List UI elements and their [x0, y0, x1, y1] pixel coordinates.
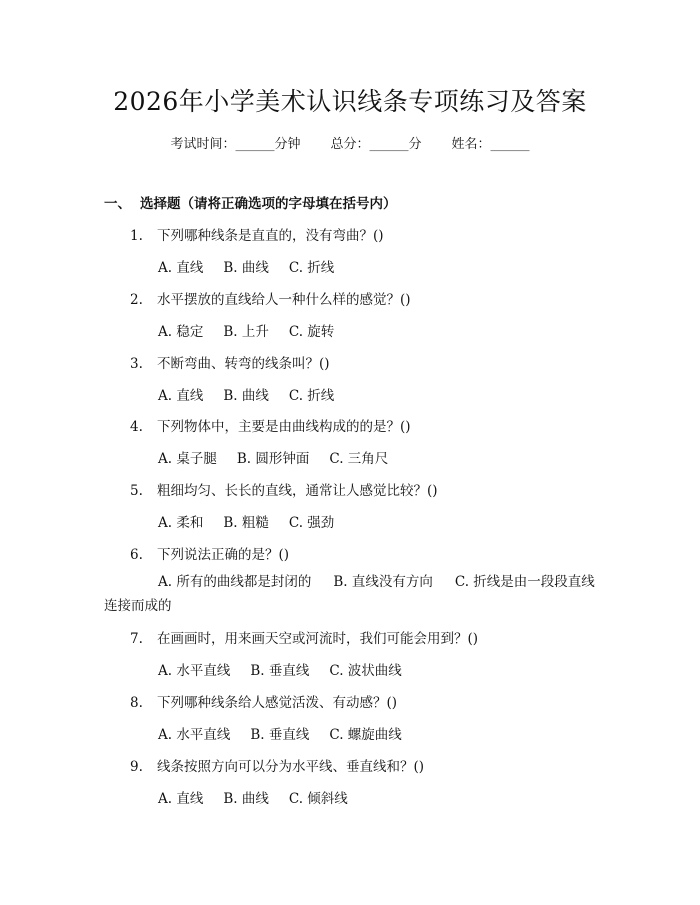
option-b: B. 圆形钟面 — [236, 451, 310, 467]
question-text: 下列哪种线条是直直的，没有弯曲？() — [157, 228, 384, 244]
options-2 — [158, 320, 354, 340]
question-number: 4. — [130, 419, 143, 435]
options-8 — [158, 723, 422, 743]
option-c: C. 波状曲线 — [329, 663, 402, 679]
exam-meta — [0, 133, 700, 152]
section-number: 一、 — [104, 196, 131, 212]
option-c: C. 旋转 — [288, 324, 335, 340]
question-text: 水平摆放的直线给人一种什么样的感觉？() — [157, 292, 411, 308]
question-text: 粗细均匀、长长的直线，通常让人感觉比较？() — [157, 483, 438, 499]
question-text: 下列哪种线条给人感觉活泼、有动感？() — [157, 695, 398, 711]
question-text: 下列说法正确的是？() — [157, 547, 290, 563]
option-a: A. 稳定 — [158, 324, 204, 340]
question-text: 不断弯曲、转弯的线条叫？() — [157, 356, 330, 372]
section-heading — [104, 192, 397, 212]
option-b: B. 曲线 — [223, 260, 269, 276]
question-3 — [130, 352, 330, 372]
options-6 — [104, 570, 604, 618]
score-label: 总分： — [330, 137, 370, 152]
option-a: A. 直线 — [158, 388, 204, 404]
question-number: 2. — [130, 292, 143, 308]
question-8 — [130, 691, 397, 711]
question-number: 8. — [130, 695, 143, 711]
name-label: 姓名： — [451, 137, 491, 152]
option-a: A. 柔和 — [158, 515, 204, 531]
question-9 — [130, 755, 424, 775]
options-7 — [158, 659, 422, 679]
option-c: C. 螺旋曲线 — [329, 727, 402, 743]
question-text: 下列物体中，主要是由曲线构成的的是？() — [157, 419, 411, 435]
option-b: B. 直线没有方向 — [333, 574, 433, 590]
option-b: B. 曲线 — [223, 791, 269, 807]
question-text: 线条按照方向可以分为水平线、垂直线和？() — [157, 759, 425, 775]
option-a: A. 直线 — [158, 791, 204, 807]
name-blank: ______ — [490, 137, 530, 152]
option-c: C. 三角尺 — [329, 451, 389, 467]
page-title: 2026年小学美术认识线条专项练习及答案 — [113, 87, 587, 116]
options-1 — [158, 256, 354, 276]
time-blank: ______ — [235, 137, 275, 152]
option-a: A. 所有的曲线都是封闭的 — [158, 574, 312, 590]
option-c: C. 折线是由一段段直线连接而成的 — [104, 574, 595, 614]
options-9 — [158, 787, 368, 807]
question-number: 5. — [130, 483, 143, 499]
option-a: A. 水平直线 — [158, 663, 231, 679]
question-4 — [130, 415, 411, 435]
option-b: B. 垂直线 — [250, 727, 310, 743]
score-unit: 分 — [408, 137, 422, 152]
options-4 — [158, 447, 408, 467]
option-a: A. 直线 — [158, 260, 204, 276]
option-c: C. 折线 — [288, 388, 335, 404]
option-c: C. 强劲 — [288, 515, 335, 531]
option-a: A. 桌子腿 — [158, 451, 217, 467]
question-1 — [130, 224, 384, 244]
options-3 — [158, 384, 354, 404]
option-b: B. 垂直线 — [250, 663, 310, 679]
question-2 — [130, 288, 411, 308]
question-5 — [130, 479, 438, 499]
question-6 — [130, 543, 289, 563]
question-7 — [130, 627, 478, 647]
score-blank: ______ — [369, 137, 409, 152]
question-number: 7. — [130, 631, 143, 647]
section-title: 选择题（请将正确选项的字母填在括号内） — [140, 196, 397, 212]
question-text: 在画画时，用来画天空或河流时，我们可能会用到？() — [157, 631, 479, 647]
option-b: B. 粗糙 — [223, 515, 269, 531]
options-5 — [158, 511, 354, 531]
time-label: 考试时间： — [170, 137, 236, 152]
question-number: 9. — [130, 759, 143, 775]
question-number: 3. — [130, 356, 143, 372]
option-b: B. 上升 — [223, 324, 269, 340]
option-a: A. 水平直线 — [158, 727, 231, 743]
question-number: 1. — [130, 228, 143, 244]
time-unit: 分钟 — [274, 137, 301, 152]
option-c: C. 倾斜线 — [288, 791, 348, 807]
option-b: B. 曲线 — [223, 388, 269, 404]
option-c: C. 折线 — [288, 260, 335, 276]
question-number: 6. — [130, 547, 143, 563]
